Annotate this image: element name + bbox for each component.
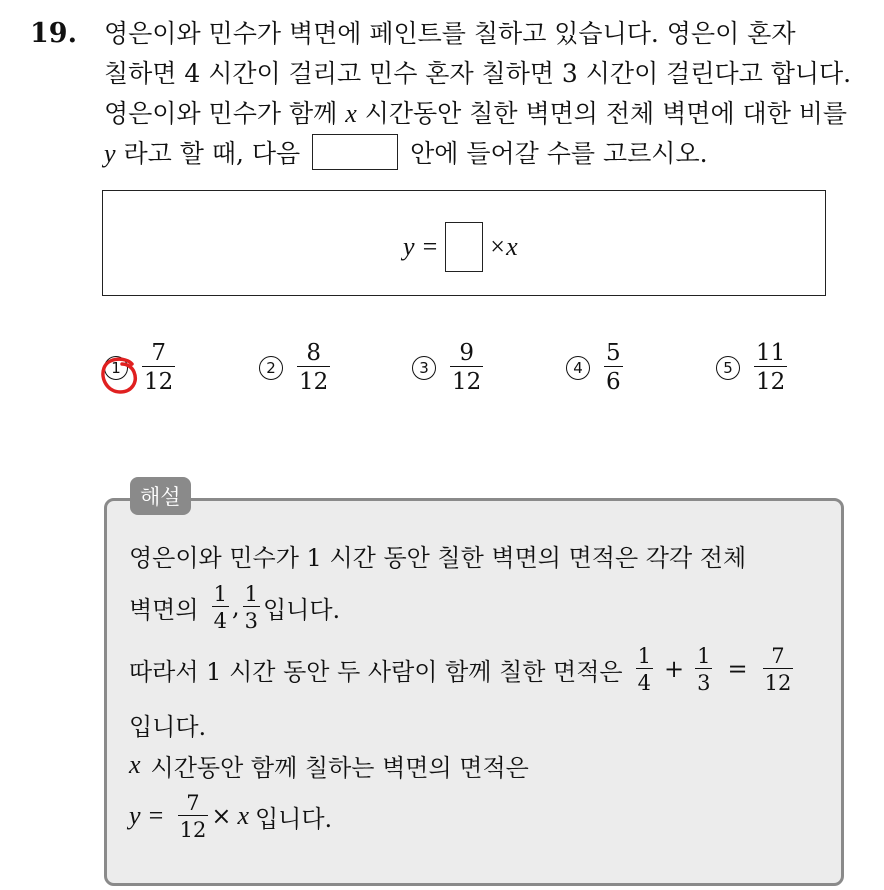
solution-line-3-pre: 따라서 1 시간 동안 두 사람이 함께 칠한 면적은 — [129, 657, 623, 686]
solution-line-5-text: 시간동안 함께 칠하는 벽면의 면적은 — [150, 753, 529, 782]
stem-line-4 — [104, 134, 874, 174]
solution-fraction-1-3 — [695, 644, 712, 695]
choice-5-fraction — [754, 340, 787, 395]
choice-5-marker: 5 — [716, 356, 740, 380]
stem-line-3-post: 시간동안 칠한 벽면의 전체 벽면에 대한 비를 — [364, 99, 848, 128]
solution-line-6-post: 입니다. — [254, 804, 333, 833]
stem-line-4-post: 안에 들어갈 수를 고르시오. — [410, 139, 708, 168]
numerator: 7 — [186, 790, 200, 815]
choice-2-numerator: 8 — [306, 340, 321, 366]
stem-line-4-pre: 라고 할 때, 다음 — [123, 139, 301, 168]
choice-4-numerator: 5 — [606, 340, 621, 366]
solution-fraction-1-4 — [636, 644, 653, 695]
choice-4-denominator: 6 — [604, 366, 623, 395]
formula-rhs: ×x — [488, 232, 518, 261]
denominator: 12 — [763, 668, 794, 695]
solution-fraction-1-3 — [243, 582, 260, 633]
denominator: 4 — [636, 668, 653, 695]
formula-blank[interactable] — [445, 222, 483, 272]
solution-line-2 — [129, 577, 829, 637]
solution-line-1-text: 영은이와 민수가 1 시간 동안 칠한 벽면의 면적은 각각 전체 — [129, 543, 747, 572]
choice-3-denominator: 12 — [450, 366, 483, 395]
times-sign: × — [211, 802, 232, 830]
solution-line-1 — [129, 533, 829, 577]
solution-line-3 — [129, 637, 829, 701]
choice-3-marker: 3 — [412, 356, 436, 380]
choice-3[interactable] — [412, 340, 483, 395]
question-stem — [104, 14, 874, 174]
variable-x: x — [345, 99, 357, 128]
answer-blank[interactable] — [312, 134, 398, 170]
choice-1[interactable] — [104, 340, 175, 395]
choice-5-denominator: 12 — [754, 366, 787, 395]
variable-y: y — [104, 139, 116, 168]
denominator: 3 — [243, 606, 260, 633]
choice-1-fraction — [142, 340, 175, 395]
choice-1-marker: 1 — [104, 356, 128, 380]
solution-line-6-lhs: y = — [129, 801, 165, 830]
denominator: 3 — [695, 668, 712, 695]
answer-choices — [104, 340, 804, 410]
variable-x: x — [237, 801, 249, 830]
solution-box — [104, 498, 844, 886]
stem-line-1: 영은이와 민수가 벽면에 페인트를 칠하고 있습니다. 영은이 혼자 — [104, 19, 796, 48]
solution-line-4 — [129, 701, 829, 747]
solution-fraction-7-12 — [178, 791, 209, 842]
numerator: 1 — [697, 643, 711, 668]
denominator: 4 — [212, 606, 229, 633]
choice-2-marker: 2 — [259, 356, 283, 380]
comma: , — [231, 593, 240, 621]
choice-3-fraction — [450, 340, 483, 395]
solution-fraction-7-12 — [763, 644, 794, 695]
choice-5-numerator: 11 — [756, 340, 786, 366]
solution-tag: 해설 — [130, 477, 191, 515]
choice-4[interactable] — [566, 340, 623, 395]
solution-line-4-text: 입니다. — [129, 712, 207, 741]
choice-3-numerator: 9 — [459, 340, 474, 366]
numerator: 1 — [244, 581, 258, 606]
choice-2-fraction — [297, 340, 330, 395]
formula-box — [102, 190, 826, 296]
equals-sign: = — [727, 655, 748, 683]
stem-line-3 — [104, 94, 874, 134]
solution-line-2-pre: 벽면의 — [129, 595, 199, 624]
choice-2[interactable] — [259, 340, 330, 395]
plus-sign: + — [664, 655, 685, 683]
numerator: 7 — [771, 643, 785, 668]
denominator: 12 — [178, 815, 209, 842]
formula-lhs: y = — [403, 232, 439, 261]
choice-1-denominator: 12 — [142, 366, 175, 395]
solution-line-2-post: 입니다. — [262, 595, 341, 624]
choice-1-numerator: 7 — [151, 340, 166, 366]
solution-body — [129, 533, 829, 849]
variable-x: x — [129, 750, 141, 779]
stem-line-2: 칠하면 4 시간이 걸리고 민수 혼자 칠하면 3 시간이 걸린다고 합니다. — [104, 59, 852, 88]
selected-circle-mark — [98, 354, 142, 398]
choice-4-marker: 4 — [566, 356, 590, 380]
choice-2-denominator: 12 — [297, 366, 330, 395]
stem-line-3-pre: 영은이와 민수가 함께 — [104, 99, 338, 128]
solution-line-6 — [129, 783, 829, 849]
question-number: 19. — [30, 18, 77, 49]
solution-line-5 — [129, 747, 829, 783]
formula — [403, 225, 518, 269]
choice-4-fraction — [604, 340, 623, 395]
numerator: 1 — [637, 643, 651, 668]
numerator: 1 — [213, 581, 227, 606]
solution-fraction-1-4 — [212, 582, 229, 633]
choice-5[interactable] — [716, 340, 787, 395]
